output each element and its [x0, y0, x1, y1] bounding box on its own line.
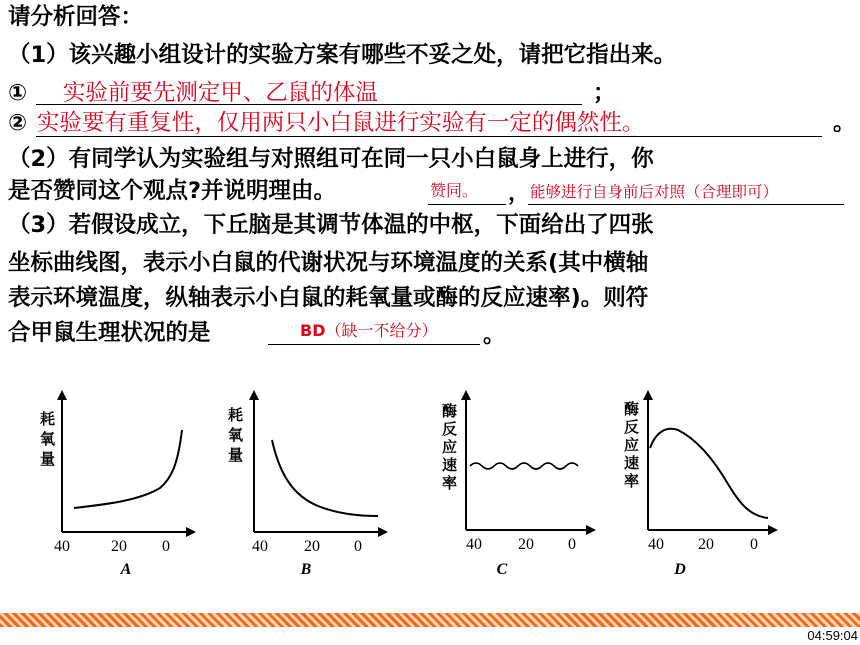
- graph-c-x-arrow: [586, 525, 596, 535]
- graph-b-ylabel-1: 耗: [228, 408, 244, 424]
- q3-line4-text: 合甲鼠生理状况的是: [8, 320, 211, 346]
- q2-line2-text: 是否赞同这个观点?并说明理由。: [8, 178, 337, 204]
- q2-answer1-underline: [428, 204, 506, 205]
- q1-item2-underline: [36, 136, 822, 137]
- graph-a: [30, 388, 200, 584]
- graph-d-label: D: [674, 561, 686, 578]
- q1-prompt: （1）该兴趣小组设计的实验方案有哪些不妥之处，请把它指出来。: [8, 42, 677, 68]
- graph-a-tick-40: 40: [54, 538, 70, 555]
- graph-a-label: A: [120, 561, 132, 578]
- q1-item1-end: ；: [593, 80, 616, 106]
- graph-d-ylabel-5: 率: [624, 474, 640, 490]
- q3-line4: [8, 318, 211, 348]
- q2-answer1: 赞同。: [430, 181, 479, 200]
- graph-d-y-arrow: [643, 390, 653, 400]
- q1-item1-underline: [36, 104, 582, 105]
- graph-d: [616, 388, 786, 584]
- graph-d-tick-20: 20: [698, 536, 714, 553]
- q3-end: 。: [483, 323, 506, 348]
- graph-b-curve: [272, 440, 378, 516]
- graph-d-ylabel-2: 反: [624, 420, 640, 436]
- graph-a-y-arrow: [57, 390, 67, 400]
- graph-a-ylabel-2: 氧: [40, 432, 56, 448]
- graph-b-tick-0: 0: [354, 538, 362, 555]
- graph-c-ylabel-1: 酶: [442, 404, 458, 420]
- q1-item2-marker: ②: [8, 110, 28, 136]
- q3-line3: 表示环境温度，纵轴表示小白鼠的耗氧量或酶的反应速率)。则符: [8, 285, 649, 311]
- q2-answer2: 能够进行自身前后对照（合理即可）: [530, 183, 779, 201]
- q3-answer: [300, 318, 438, 341]
- graph-b: [222, 388, 392, 584]
- graph-d-ylabel-3: 应: [624, 438, 640, 454]
- q2-answer2-underline: [528, 204, 844, 205]
- footer-decorative-bar: [0, 613, 860, 627]
- graph-d-curve: [650, 429, 768, 518]
- q3-line1: （3）若假设成立，下丘脑是其调节体温的中枢，下面给出了四张: [8, 212, 654, 238]
- graph-b-ylabel-2: 氧: [228, 428, 244, 444]
- graph-b-tick-20: 20: [304, 538, 320, 555]
- graph-c-curve: [470, 463, 578, 469]
- graph-d-x-arrow: [768, 525, 778, 535]
- graph-a-tick-0: 0: [162, 538, 170, 555]
- graph-b-tick-40: 40: [252, 538, 268, 555]
- q2-line1: （2）有同学认为实验组与对照组可在同一只小白鼠身上进行，你: [8, 146, 654, 172]
- q1-item1-marker: ①: [8, 80, 28, 106]
- graph-a-curve: [74, 430, 182, 508]
- graph-c-tick-40: 40: [466, 536, 482, 553]
- graph-c-y-arrow: [461, 390, 471, 400]
- graph-d-ylabel-4: 速: [624, 456, 640, 472]
- q1-item2-answer: 实验要有重复性，仅用两只小白鼠进行实验有一定的偶然性。: [36, 110, 645, 136]
- q1-item2-end: 。: [833, 110, 856, 136]
- q2-sep: ，: [508, 181, 531, 206]
- graph-a-ylabel-3: 量: [40, 452, 56, 468]
- graph-c-ylabel-4: 速: [442, 458, 458, 474]
- graph-b-ylabel-3: 量: [228, 448, 244, 464]
- q1-item2: [8, 108, 856, 138]
- heading: 请分析回答：: [8, 4, 144, 30]
- graph-c-tick-20: 20: [518, 536, 534, 553]
- graph-c-tick-0: 0: [568, 536, 576, 553]
- graph-a-ylabel-1: 耗: [40, 412, 56, 428]
- graph-d-tick-40: 40: [648, 536, 664, 553]
- q2-line2: [8, 176, 336, 206]
- graph-d-ylabel-1: 酶: [624, 402, 640, 418]
- graph-c-ylabel-2: 反: [442, 422, 458, 438]
- graph-d-tick-0: 0: [750, 536, 758, 553]
- q3-answer-underline: [268, 344, 480, 345]
- graph-a-tick-20: 20: [111, 538, 127, 555]
- graph-b-y-arrow: [249, 390, 259, 400]
- q3-line2: 坐标曲线图，表示小白鼠的代谢状况与环境温度的关系(其中横轴: [8, 250, 649, 276]
- graph-c-ylabel-3: 应: [442, 440, 458, 456]
- graph-c: [436, 388, 606, 584]
- q3-answer-note: （缺一不给分）: [325, 321, 438, 340]
- graph-a-x-arrow: [186, 527, 196, 537]
- graph-c-ylabel-5: 率: [442, 476, 458, 492]
- graph-c-label: C: [496, 561, 508, 578]
- footer-timestamp: 04:59:04: [807, 628, 858, 643]
- q1-item1-answer: 实验前要先测定甲、乙鼠的体温: [62, 80, 378, 106]
- q3-answer-main: BD: [300, 321, 326, 340]
- graph-b-x-arrow: [378, 527, 388, 537]
- graph-b-label: B: [300, 561, 312, 578]
